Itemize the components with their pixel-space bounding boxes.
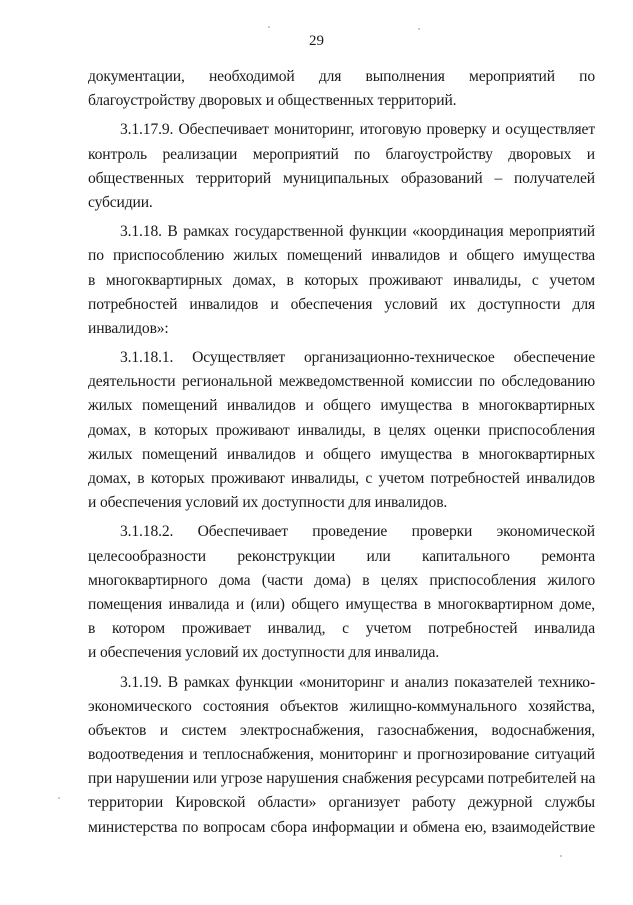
scan-artifact bbox=[560, 855, 562, 857]
text-line: домах, в которых проживают инвалиды, в целях оценки приспособления bbox=[88, 421, 595, 439]
text-line: деятельности региональной межведомственной комиссии по обследованию bbox=[88, 373, 595, 391]
page-number: 29 bbox=[309, 33, 324, 49]
text-line: и обеспечения условий их доступности для инвалида. bbox=[88, 644, 440, 662]
text-line: 3.1.18. В рамках государственной функции «координация мероприятий bbox=[120, 223, 595, 241]
scan-artifact bbox=[58, 797, 60, 799]
text-line: благоустройству дворовых и общественных территорий. bbox=[88, 92, 457, 110]
text-line: жилых помещений инвалидов и общего имущества в многоквартирных bbox=[88, 445, 595, 463]
text-line: при нарушении или угрозе нарушения снабжения ресурсами потребителей на bbox=[88, 770, 596, 788]
text-line: домах, в которых проживают инвалиды, с учетом потребностей инвалидов bbox=[88, 470, 595, 487]
text-line: 3.1.17.9. Обеспечивает мониторинг, итоговую проверку и осуществляет bbox=[120, 121, 595, 139]
paragraph-3-1-18-1 bbox=[88, 346, 595, 515]
text-line: жилых помещений инвалидов и общего имущества в многоквартирных bbox=[88, 397, 595, 415]
text-line: целесообразности реконструкции или капитального ремонта bbox=[88, 547, 595, 565]
text-line: 3.1.18.2. Обеспечивает проведение проверки экономической bbox=[120, 523, 595, 541]
paragraph-3-1-19 bbox=[88, 671, 595, 840]
text-line: водоотведения и теплоснабжения, мониторинг и прогнозирование ситуаций bbox=[88, 746, 595, 764]
text-line: в котором проживает инвалид, с учетом потребностей инвалида bbox=[88, 620, 595, 638]
document-body bbox=[88, 65, 595, 845]
text-line: территории Кировской области» организует работу дежурной службы bbox=[88, 794, 595, 812]
text-line: многоквартирного дома (части дома) в целях приспособления жилого bbox=[88, 571, 595, 589]
text-line: и обеспечения условий их доступности для инвалидов. bbox=[88, 494, 448, 512]
paragraph-3-1-18 bbox=[88, 220, 595, 341]
paragraph-3-1-17-9 bbox=[88, 118, 595, 215]
text-line: потребностей инвалидов и обеспечения условий их доступности для bbox=[88, 295, 595, 313]
text-line: контроль реализации мероприятий по благоустройству дворовых и bbox=[88, 145, 595, 163]
text-line: общественных территорий муниципальных образований – получателей bbox=[88, 169, 595, 187]
paragraph-continuation bbox=[88, 65, 595, 113]
text-line: экономического состояния объектов жилищно-коммунального хозяйства, bbox=[88, 697, 595, 715]
text-line: объектов и систем электроснабжения, газоснабжения, водоснабжения, bbox=[88, 721, 595, 739]
text-line: помещения инвалида и (или) общего имущества в многоквартирном доме, bbox=[88, 595, 595, 613]
text-line: 3.1.19. В рамках функции «мониторинг и анализ показателей технико- bbox=[120, 673, 595, 691]
paragraph-3-1-18-2 bbox=[88, 520, 595, 665]
text-line: министерства по вопросам сбора информации и обмена ею, взаимодействие bbox=[88, 818, 595, 836]
text-line: документации, необходимой для выполнения мероприятий по bbox=[88, 68, 595, 85]
text-line: субсидии. bbox=[88, 193, 153, 211]
scan-artifact bbox=[268, 26, 270, 28]
scan-artifact bbox=[418, 28, 420, 30]
text-line: по приспособлению жилых помещений инвалидов и общего имущества bbox=[88, 247, 595, 265]
text-line: инвалидов»: bbox=[88, 319, 169, 337]
text-line: 3.1.18.1. Осуществляет организационно-техническое обеспечение bbox=[120, 349, 595, 367]
text-line: в многоквартирных домах, в которых проживают инвалиды, с учетом bbox=[88, 271, 595, 289]
